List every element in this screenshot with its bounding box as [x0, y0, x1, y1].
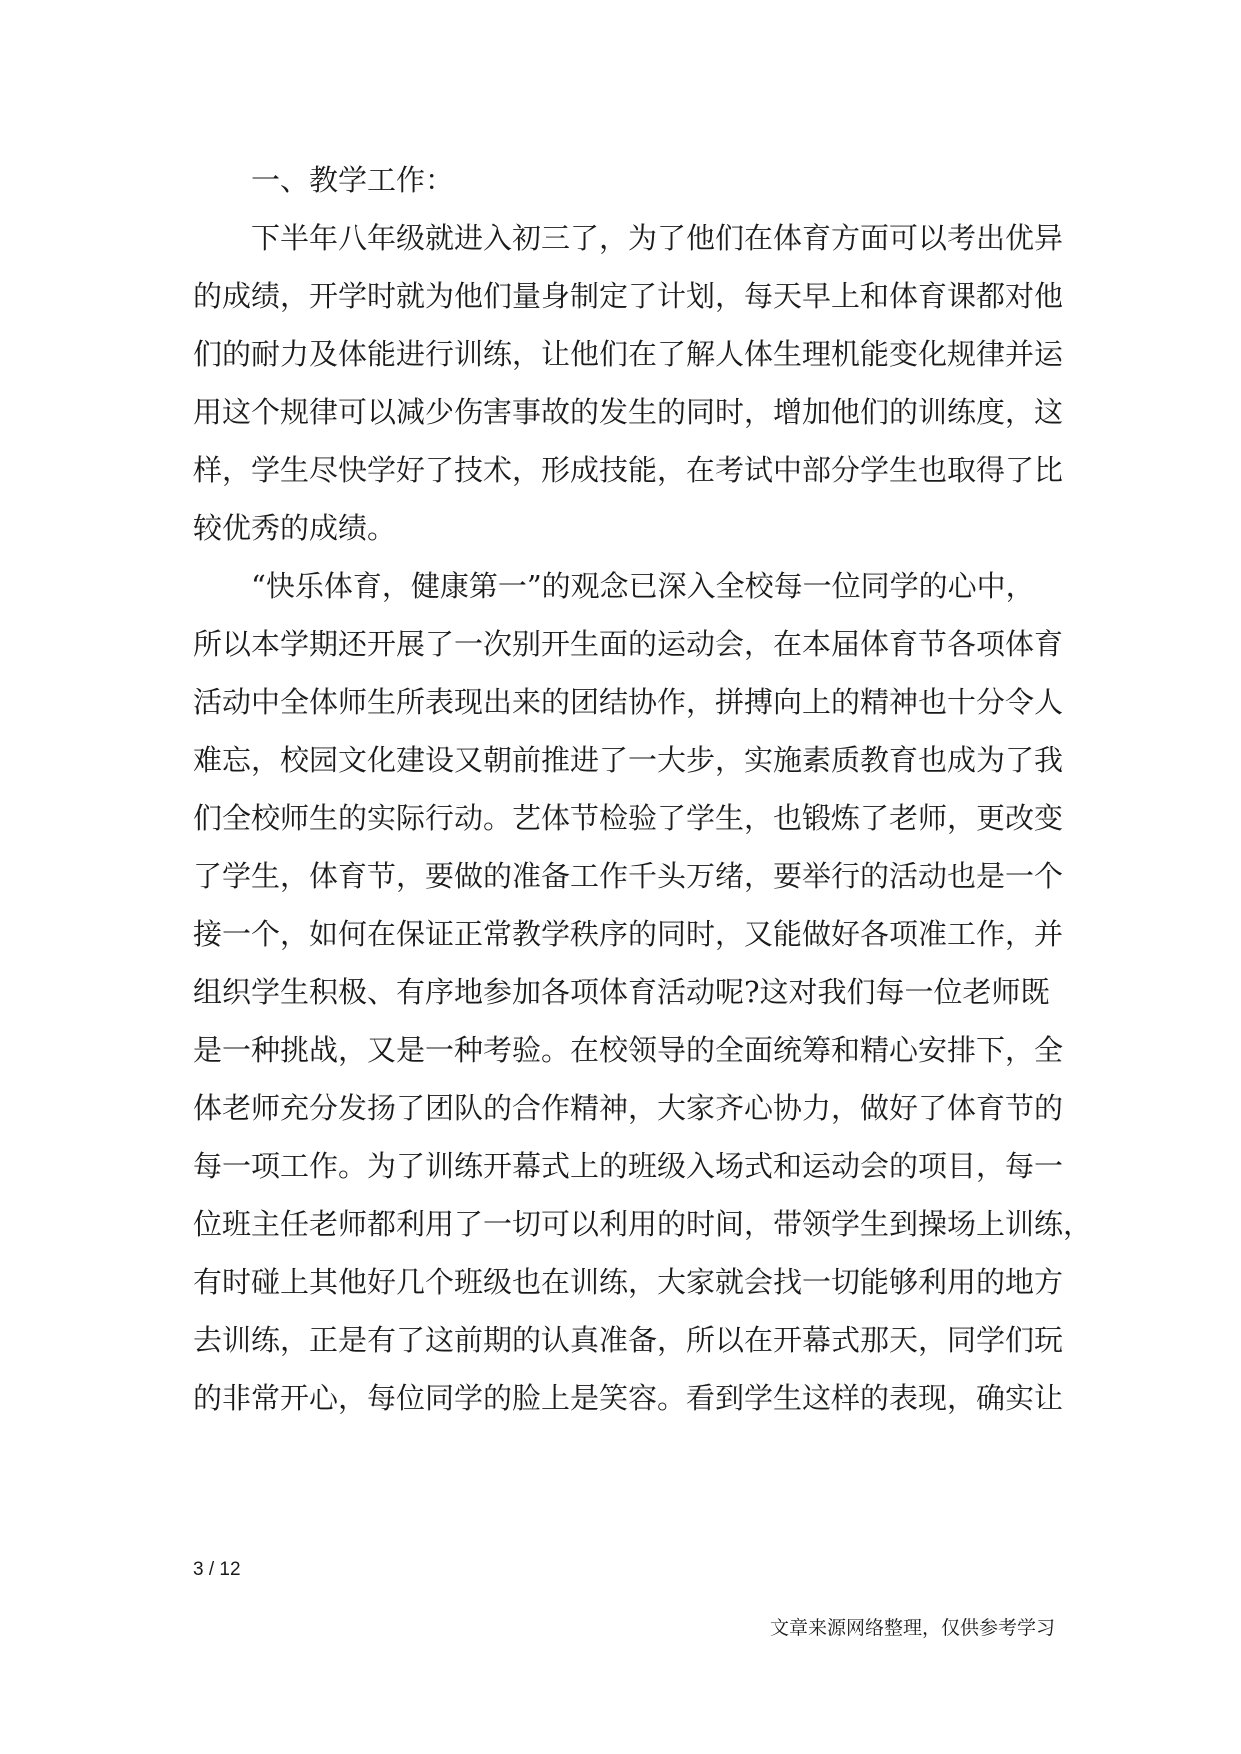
text-line: 位班主任老师都利用了一切可以利用的时间，带领学生到操场上训练，	[193, 1207, 1093, 1241]
text-line: 去训练，正是有了这前期的认真准备，所以在开幕式那天，同学们玩	[193, 1323, 1064, 1357]
text-line: 了学生，体育节，要做的准备工作千头万绪，要举行的活动也是一个	[193, 859, 1064, 893]
text-line: “快乐体育，健康第一”的观念已深入全校每一位同学的心中，	[193, 569, 1035, 603]
text-line: 用这个规律可以减少伤害事故的发生的同时，增加他们的训练度，这	[193, 395, 1064, 429]
text-line: 组织学生积极、有序地参加各项体育活动呢?这对我们每一位老师既	[193, 975, 1050, 1009]
text-line: 活动中全体师生所表现出来的团结协作，拼搏向上的精神也十分令人	[193, 685, 1064, 719]
text-line: 的非常开心，每位同学的脸上是笑容。看到学生这样的表现，确实让	[193, 1381, 1064, 1415]
text-line: 有时碰上其他好几个班级也在训练，大家就会找一切能够利用的地方	[193, 1265, 1064, 1299]
text-line: 下半年八年级就进入初三了，为了他们在体育方面可以考出优异	[193, 221, 1064, 255]
footer-note: 文章来源网络整理，仅供参考学习	[769, 1617, 1055, 1639]
text-line: 的成绩，开学时就为他们量身制定了计划，每天早上和体育课都对他	[193, 279, 1064, 313]
text-line: 是一种挑战，又是一种考验。在校领导的全面统筹和精心安排下，全	[193, 1033, 1064, 1067]
text-line: 所以本学期还开展了一次别开生面的运动会，在本届体育节各项体育	[193, 627, 1064, 661]
text-line: 一、教学工作：	[193, 163, 455, 197]
text-line: 较优秀的成绩。	[193, 511, 397, 545]
text-line: 体老师充分发扬了团队的合作精神，大家齐心协力，做好了体育节的	[193, 1091, 1064, 1125]
text-line: 难忘，校园文化建设又朝前推进了一大步，实施素质教育也成为了我	[193, 743, 1064, 777]
text-line: 们全校师生的实际行动。艺体节检验了学生，也锻炼了老师，更改变	[193, 801, 1064, 835]
text-line: 每一项工作。为了训练开幕式上的班级入场式和运动会的项目，每一	[193, 1149, 1064, 1183]
text-line: 样，学生尽快学好了技术，形成技能，在考试中部分学生也取得了比	[193, 453, 1064, 487]
text-line: 们的耐力及体能进行训练，让他们在了解人体生理机能变化规律并运	[193, 337, 1064, 371]
page-number: 3 / 12	[193, 1559, 241, 1580]
text-line: 接一个，如何在保证正常教学秩序的同时，又能做好各项准工作，并	[193, 917, 1064, 951]
